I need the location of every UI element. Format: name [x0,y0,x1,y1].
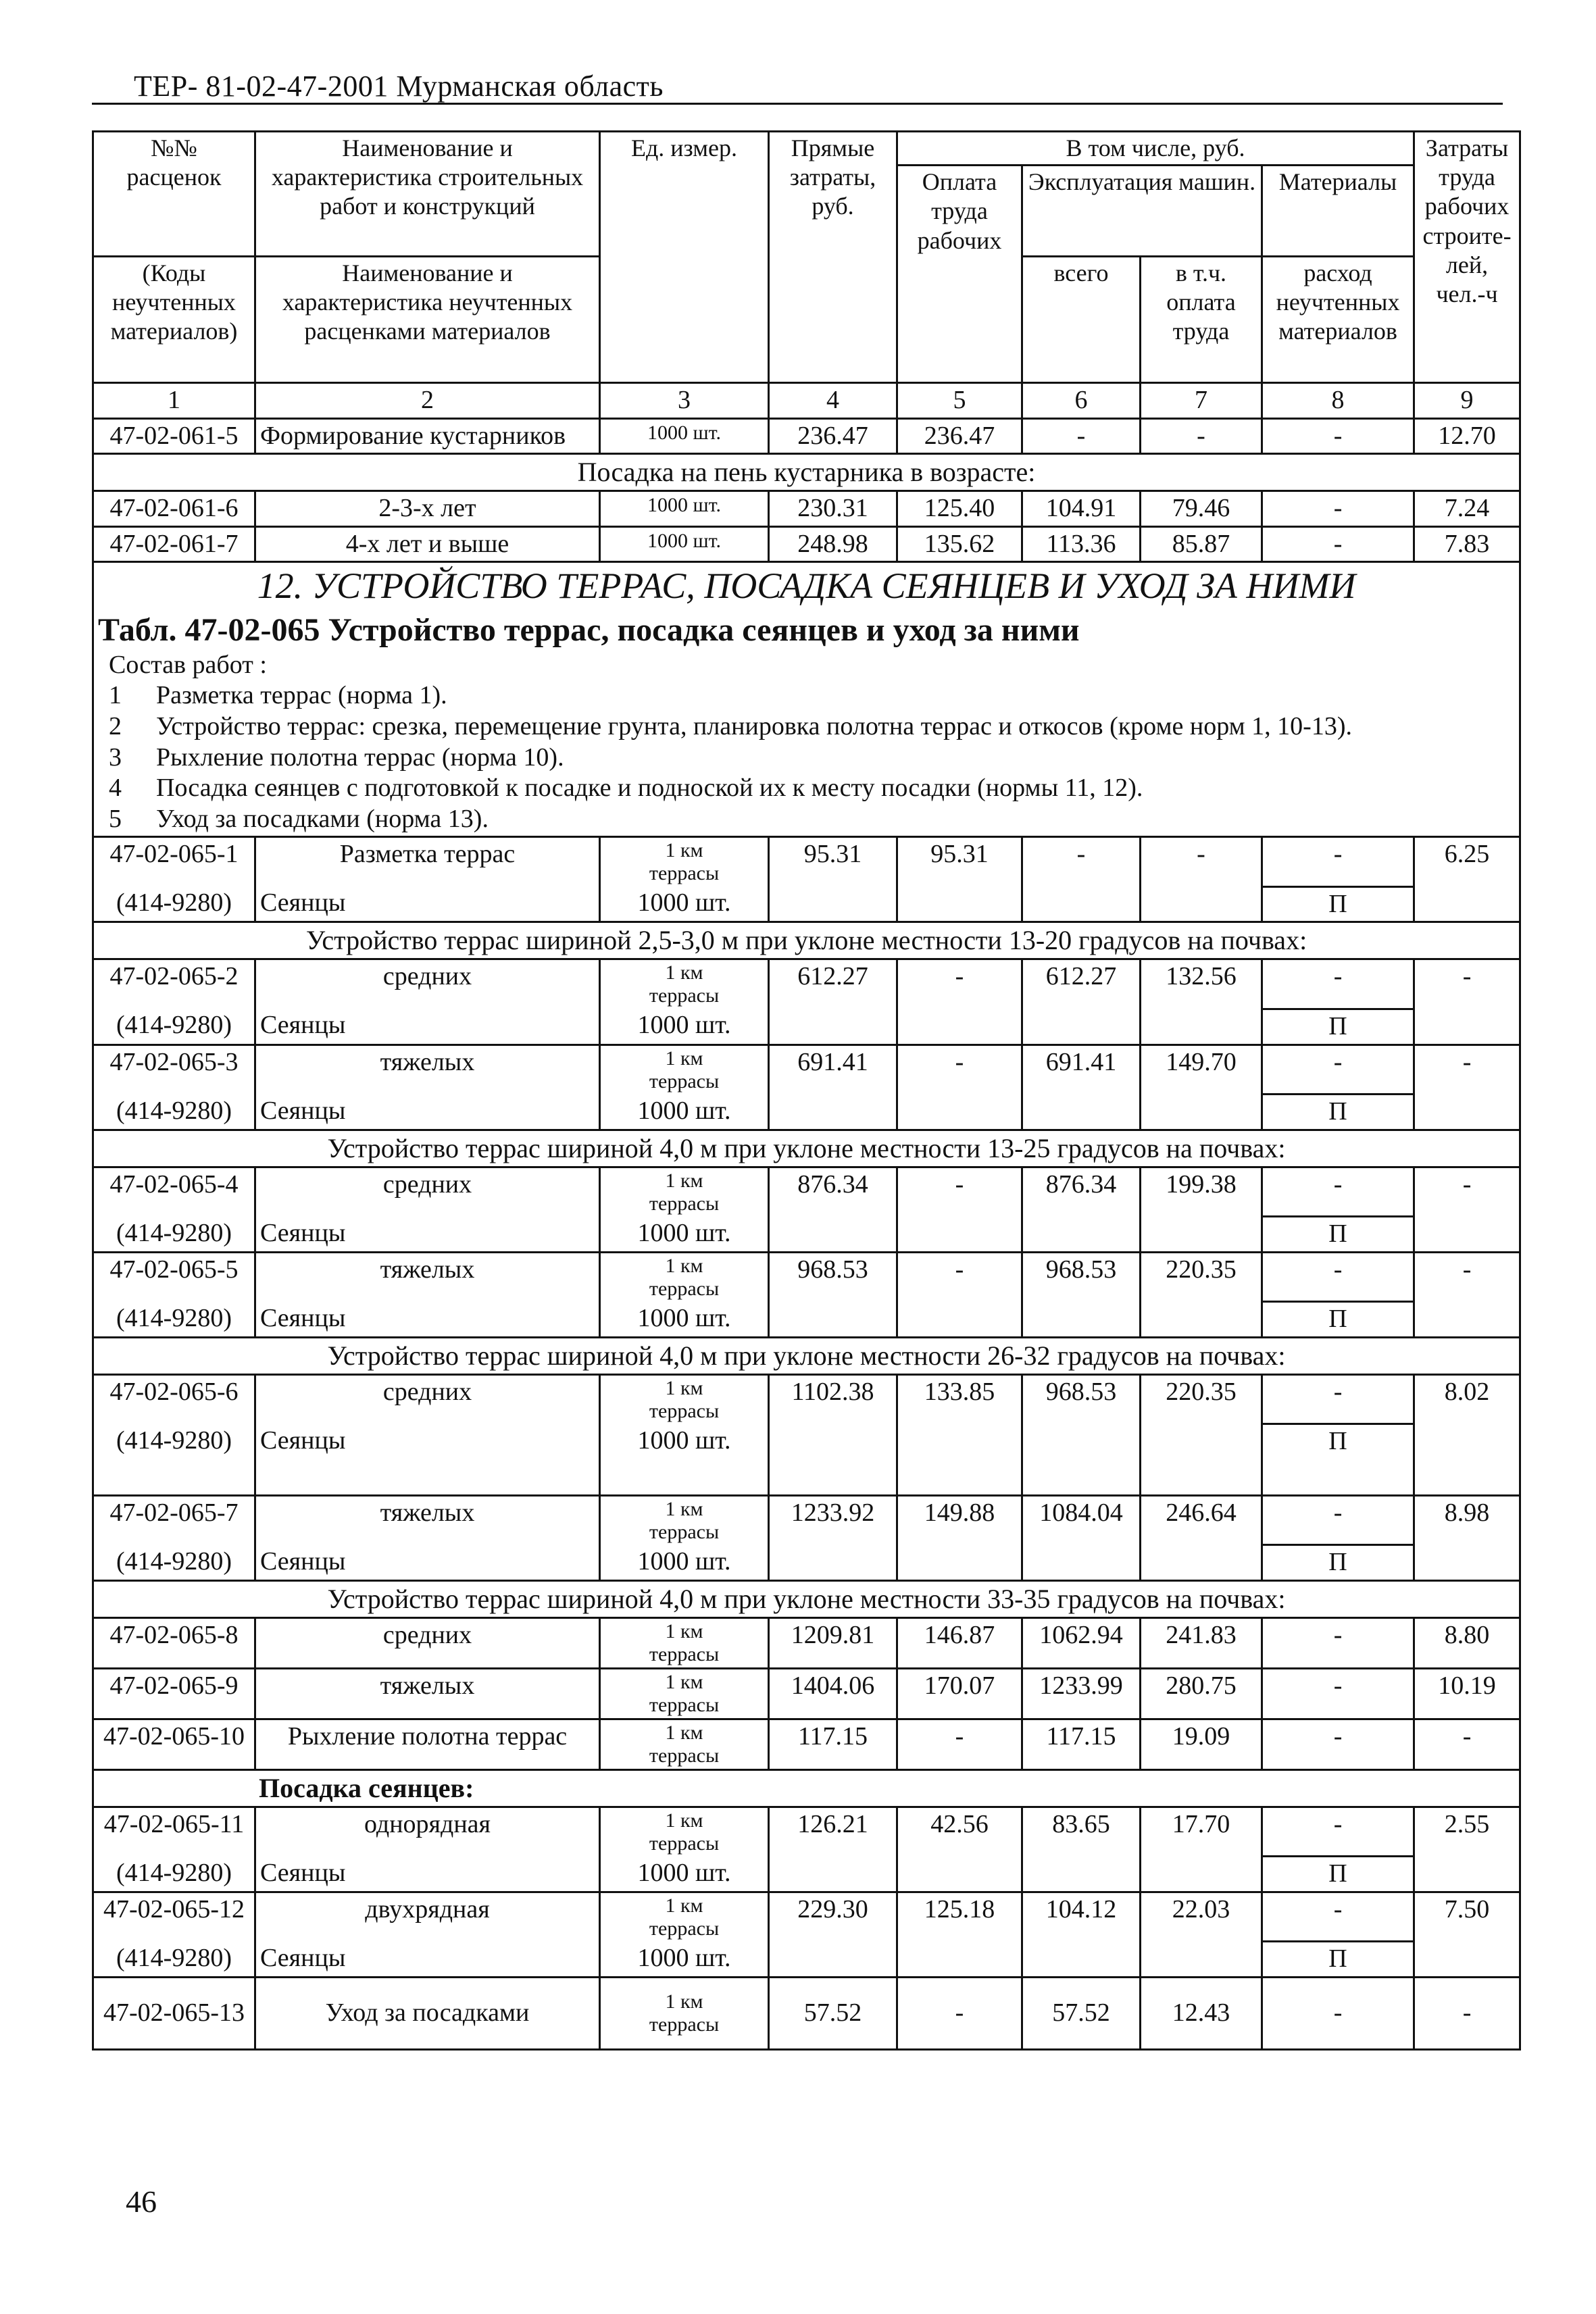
list-item: 3 Рыхление полотна террас (норма 10). [109,743,564,772]
material-row: (414-9280) Сеянцы 1000 шт. П [93,1857,1520,1892]
page-number: 46 [126,2184,157,2219]
header-rule [92,103,1503,105]
material-row: (414-9280) Сеянцы 1000 шт. П [93,1942,1520,1978]
group-title: Устройство террас шириной 4,0 м при уклоне местности 13-25 градусов на почвах: [93,1130,1520,1167]
table-row: 47-02-065-5 тяжелых 1 км террасы 968.53 - 968.53 220.35 - - [93,1252,1520,1302]
table-row: 47-02-065-8 средних 1 км террасы 1209.81 146.87 1062.94 241.83 - 8.80 [93,1617,1520,1668]
header-incl-wage: в т.ч. оплата труда [1141,257,1262,383]
material-row: (414-9280) Сеянцы 1000 шт. П [93,1009,1520,1045]
list-item: 4 Посадка сеянцев с подготовкой к посадке и подноской их к месту посадки (нормы 11, 12). [109,774,1143,803]
header-total: всего [1022,257,1141,383]
list-item: 1 Разметка террас (норма 1). [109,681,447,710]
header-name-sub: Наименование и характеристика неучтенных расценками материалов [255,257,600,383]
table-row: 47-02-065-3 тяжелых 1 км террасы 691.41 - 691.41 149.70 - - [93,1045,1520,1095]
section-title: 12. УСТРОЙСТВО ТЕРРАС, ПОСАДКА СЕЯНЦЕВ И УХОД ЗА НИМИ [93,562,1520,609]
rates-table [92,130,1521,2051]
header-name: Наименование и характеристика строительных работ и конструкций [255,132,600,257]
header-unit: Ед. измер. [600,132,769,383]
header-wage: Оплата труда рабочих [897,166,1022,383]
group-title: Посадка сеянцев: [93,1769,1520,1807]
header-code-sub: (Коды неучтенных материалов) [93,257,255,383]
header-labor: Затраты труда рабочих строите-лей, чел.-ч [1414,132,1520,383]
material-row: (414-9280) Сеянцы 1000 шт. П [93,1424,1520,1496]
group-title: Устройство террас шириной 4,0 м при уклоне местности 26-32 градусов на почвах: [93,1337,1520,1374]
page-header: ТЕР- 81-02-47-2001 Мурманская область [134,70,664,103]
material-row: (414-9280) Сеянцы 1000 шт. П [93,1545,1520,1581]
table-row: 47-02-065-12 двухрядная 1 км террасы 229.30 125.18 104.12 22.03 - 7.50 [93,1892,1520,1942]
header-materials: Материалы [1262,166,1414,257]
table-row: 47-02-061-6 2-3-х лет 1000 шт. 230.31 125.40 104.91 79.46 - 7.24 [93,491,1520,527]
table-row: 47-02-065-11 однорядная 1 км террасы 126.21 42.56 83.65 17.70 - 2.55 [93,1807,1520,1857]
table-row: 47-02-065-6 средних 1 км террасы 1102.38 133.85 968.53 220.35 - 8.02 [93,1374,1520,1424]
table-row: 47-02-065-9 тяжелых 1 км террасы 1404.06 170.07 1233.99 280.75 - 10.19 [93,1668,1520,1719]
table-row: 47-02-061-5 Формирование кустарников 1000 шт. 236.47 236.47 - - - 12.70 [93,418,1520,454]
list-item: 5 Уход за посадками (норма 13). [109,804,489,833]
table-description [93,609,1520,837]
table-row: 47-02-061-7 4-х лет и выше 1000 шт. 248.98 135.62 113.36 85.87 - 7.83 [93,526,1520,562]
table-row: 47-02-065-13 Уход за посадками 1 км террасы 57.52 - 57.52 12.43 - - [93,1978,1520,2050]
material-row: (414-9280) Сеянцы 1000 шт. П [93,1095,1520,1130]
header-code: №№ расценок [93,132,255,257]
list-item: 2 Устройство террас: срезка, перемещение грунта, планировка полотна террас и откосов (кроме норм 1, 10-13). [109,711,1352,740]
table-row: 47-02-065-7 тяжелых 1 км террасы 1233.92 149.88 1084.04 246.64 - 8.98 [93,1495,1520,1545]
material-row: (414-9280) Сеянцы 1000 шт. П [93,1217,1520,1253]
header-machines: Эксплуатация машин. [1022,166,1262,257]
group-title: Посадка на пень кустарника в возрасте: [93,454,1520,491]
group-title: Устройство террас шириной 2,5-3,0 м при уклоне местности 13-20 градусов на почвах: [93,922,1520,959]
header-including: В том числе, руб. [897,132,1414,166]
material-row: (414-9280) Сеянцы 1000 шт. П [93,1302,1520,1338]
table-row: 47-02-065-4 средних 1 км террасы 876.34 - 876.34 199.38 - - [93,1167,1520,1217]
table-row: 47-02-065-10 Рыхление полотна террас 1 км террасы 117.15 - 117.15 19.09 - - [93,1719,1520,1769]
group-title: Устройство террас шириной 4,0 м при уклоне местности 33-35 градусов на почвах: [93,1580,1520,1617]
column-numbers-row: 1 2 3 4 5 6 7 8 9 [93,383,1520,419]
table-row: 47-02-065-1 Разметка террас 1 км террасы 95.31 95.31 - - - 6.25 [93,837,1520,887]
table-title: Табл. 47-02-065 Устройство террас, посадка сеянцев и уход за ними [98,612,1080,649]
material-row: (414-9280) Сеянцы 1000 шт. П [93,886,1520,922]
header-mat-usage: расход неучтенных материалов [1262,257,1414,383]
table-row: 47-02-065-2 средних 1 км террасы 612.27 - 612.27 132.56 - - [93,959,1520,1009]
works-label: Состав работ : [109,650,267,679]
header-direct: Прямые затраты, руб. [769,132,897,383]
